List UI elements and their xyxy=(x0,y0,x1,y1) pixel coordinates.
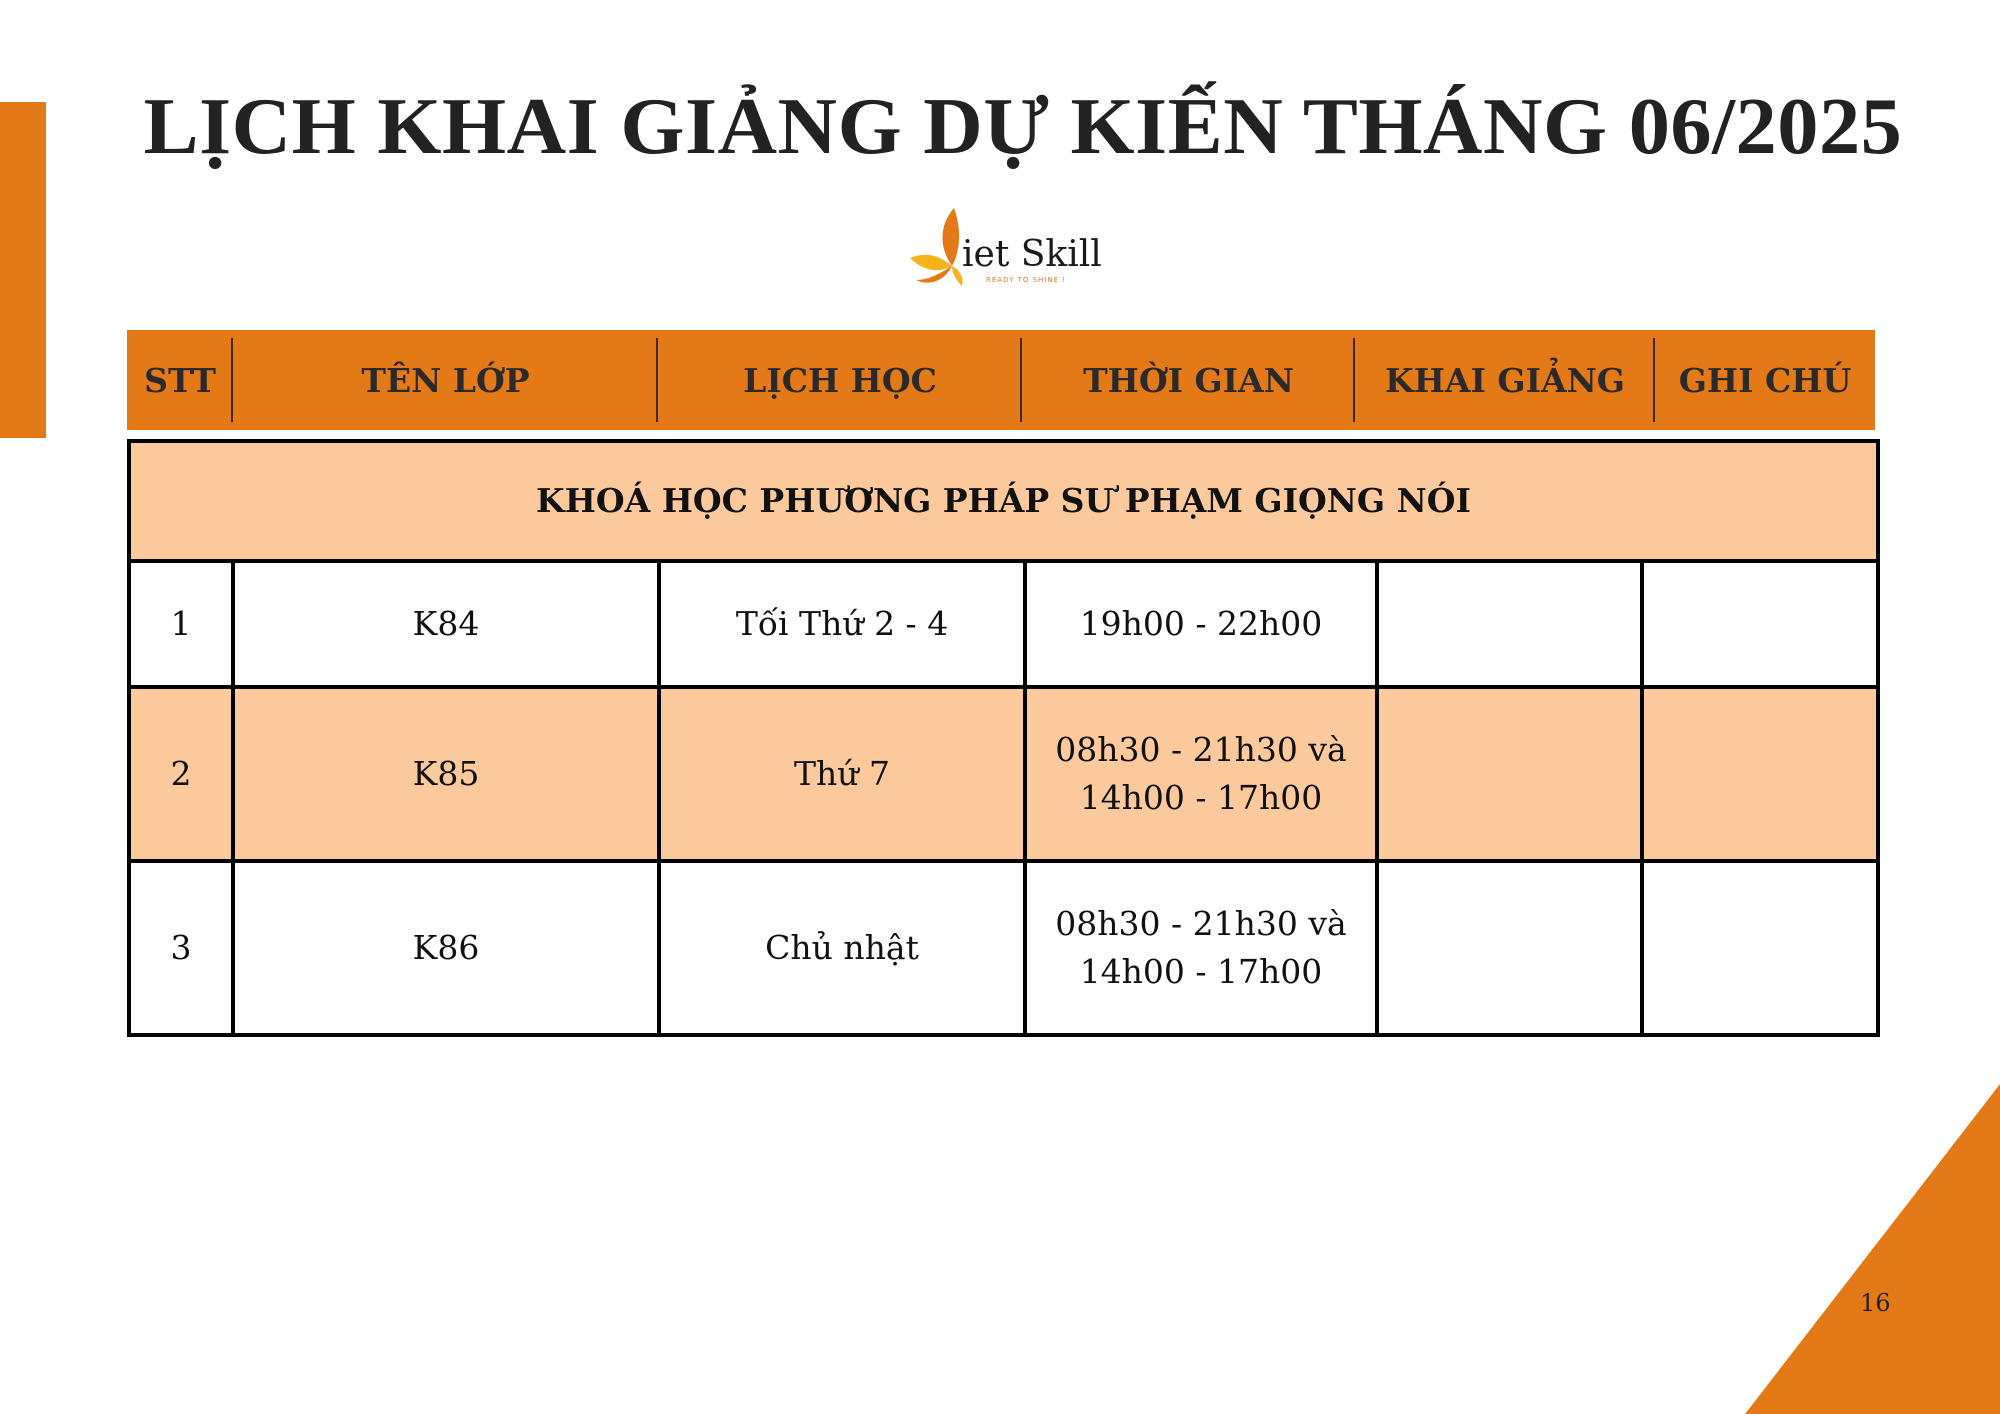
table-header-bar xyxy=(127,330,1875,430)
column-header-opening: KHAI GIẢNG xyxy=(1355,330,1655,430)
row-note xyxy=(1642,561,1878,687)
row-opening xyxy=(1377,561,1642,687)
row-time: 08h30 - 21h30 và 14h00 - 17h00 xyxy=(1025,861,1377,1035)
row-time: 19h00 - 22h00 xyxy=(1025,561,1377,687)
column-header-note: GHI CHÚ xyxy=(1678,360,1852,400)
row-schedule: Tối Thứ 2 - 4 xyxy=(659,561,1025,687)
row-opening xyxy=(1377,861,1642,1035)
row-stt: 3 xyxy=(129,861,233,1035)
row-class-name: K86 xyxy=(233,861,659,1035)
svg-text:iet Skill: iet Skill xyxy=(962,234,1102,275)
row-time: 08h30 - 21h30 và 14h00 - 17h00 xyxy=(1025,687,1377,861)
table-row xyxy=(129,561,1878,687)
row-class-name: K84 xyxy=(233,561,659,687)
row-schedule: Thứ 7 xyxy=(659,687,1025,861)
section-title: KHOÁ HỌC PHƯƠNG PHÁP SƯ PHẠM GIỌNG NÓI xyxy=(129,441,1878,561)
table-row xyxy=(129,861,1878,1035)
table-row xyxy=(129,687,1878,861)
vietskill-logo xyxy=(902,200,1102,292)
section-row xyxy=(129,441,1878,561)
row-schedule: Chủ nhật xyxy=(659,861,1025,1035)
row-stt: 2 xyxy=(129,687,233,861)
row-class-name: K85 xyxy=(233,687,659,861)
svg-text:READY TO SHINE !: READY TO SHINE ! xyxy=(986,276,1067,284)
row-opening xyxy=(1377,687,1642,861)
row-stt: 1 xyxy=(129,561,233,687)
schedule-table xyxy=(127,439,1880,1037)
column-header-class-name: TÊN LỚP xyxy=(233,330,658,430)
column-header-stt: STT xyxy=(127,330,233,430)
column-header-schedule: LỊCH HỌC xyxy=(658,330,1022,430)
row-note xyxy=(1642,861,1878,1035)
row-note xyxy=(1642,687,1878,861)
corner-triangle-decoration xyxy=(1745,1084,2000,1414)
page-number: 16 xyxy=(1860,1289,1891,1317)
column-header-time: THỜI GIAN xyxy=(1022,330,1355,430)
page-title: LỊCH KHAI GIẢNG DỰ KIẾN THÁNG 06/2025 xyxy=(143,83,1903,171)
